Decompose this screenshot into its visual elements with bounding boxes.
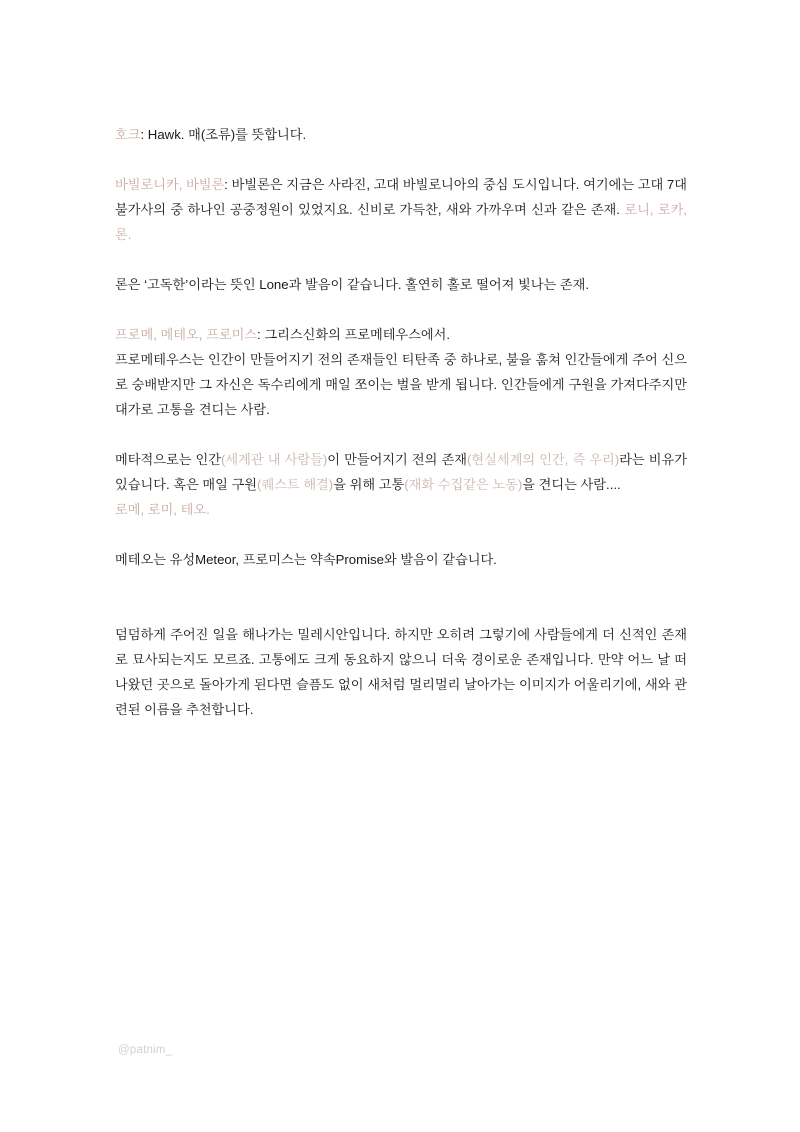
text-segment: (현실세계의 인간, 즉 우리) [466, 452, 620, 467]
paragraph-babylonica [115, 172, 687, 247]
text-segment: 프로메, 메테오, 프로미스 [115, 327, 258, 342]
text-segment: 호크 [115, 127, 141, 142]
document-body [115, 122, 687, 722]
text-segment: 론은 ‘고독한’이라는 뜻인 Lone과 발음이 같습니다. 홀연히 홀로 떨어져 빛나는 존재. [115, 277, 590, 292]
paragraph-prometheus-body [115, 347, 687, 422]
text-segment: 로메, 로미, 테오. [115, 502, 210, 517]
spacer [115, 422, 687, 447]
text-segment: 을 견디는 사람.... [522, 477, 621, 492]
spacer [115, 297, 687, 322]
text-segment: : Hawk. 매(조류)를 뜻합니다. [140, 127, 307, 142]
text-segment: 프로메테우스는 인간이 만들어지기 전의 존재들인 티탄족 중 하나로, 불을 훔쳐 인간들에게 주어 신으로 숭배받지만 그 자신은 독수리에게 매일 쪼이는 벌을 받게 됩니다. 인간들에게 구원을 가져다주지만 대가로 고통을 견디는 사람. [115, 352, 687, 417]
spacer [115, 247, 687, 272]
paragraph-meteor [115, 547, 687, 572]
paragraph-lone [115, 272, 687, 297]
paragraph-hawk [115, 122, 687, 147]
spacer [115, 572, 687, 622]
watermark: @patnim_ [118, 1044, 173, 1056]
text-segment: (세계관 내 사람들) [221, 452, 328, 467]
text-segment: 덤덤하게 주어진 일을 해나가는 밀레시안입니다. 하지만 오히려 그렇기에 사람들에게 더 신적인 존재로 묘사되는지도 모르죠. 고통에도 크게 동요하지 않으니 더욱 경이로운 존재입니다. 만약 어느 날 떠나왔던 곳으로 돌아가게 된다면 슬픔도 없이 새처럼 멀리멀리 날아가는 이미지가 어울리기에, 새와 관련된 이름을 추천합니다. [115, 627, 687, 717]
text-segment: : 그리스신화의 프로메테우스에서. [257, 327, 451, 342]
spacer [115, 147, 687, 172]
paragraph-closing [115, 622, 687, 722]
text-segment: 바빌로니카, 바빌론 [115, 177, 225, 192]
text-segment: 메타적으로는 인간 [115, 452, 222, 467]
paragraph-prometheus-heading [115, 322, 687, 347]
text-segment: : 바빌론은 지금은 사라진, 고대 바빌로니아의 중심 도시입니다. 여기에는 고대 7대 불가사의 중 하나인 공중정원이 있었지요. 신비로 가득찬, 새와 가까우며 신과 같은 존재. [115, 177, 687, 217]
spacer [115, 522, 687, 547]
text-segment: (퀘스트 해결) [257, 477, 334, 492]
text-segment: 로니, 로카, 론. [115, 202, 688, 242]
paragraph-meta [115, 447, 687, 497]
text-segment: 메테오는 유성Meteor, 프로미스는 약속Promise와 발음이 같습니다. [115, 552, 497, 567]
text-segment: 라는 비유가 있습니다. 혹은 매일 구원 [115, 452, 687, 492]
text-segment: 을 위해 고통 [333, 477, 405, 492]
text-segment: (재화 수집같은 노동) [404, 477, 523, 492]
text-segment: 이 만들어지기 전의 존재 [327, 452, 467, 467]
paragraph-rome-names [115, 497, 687, 522]
